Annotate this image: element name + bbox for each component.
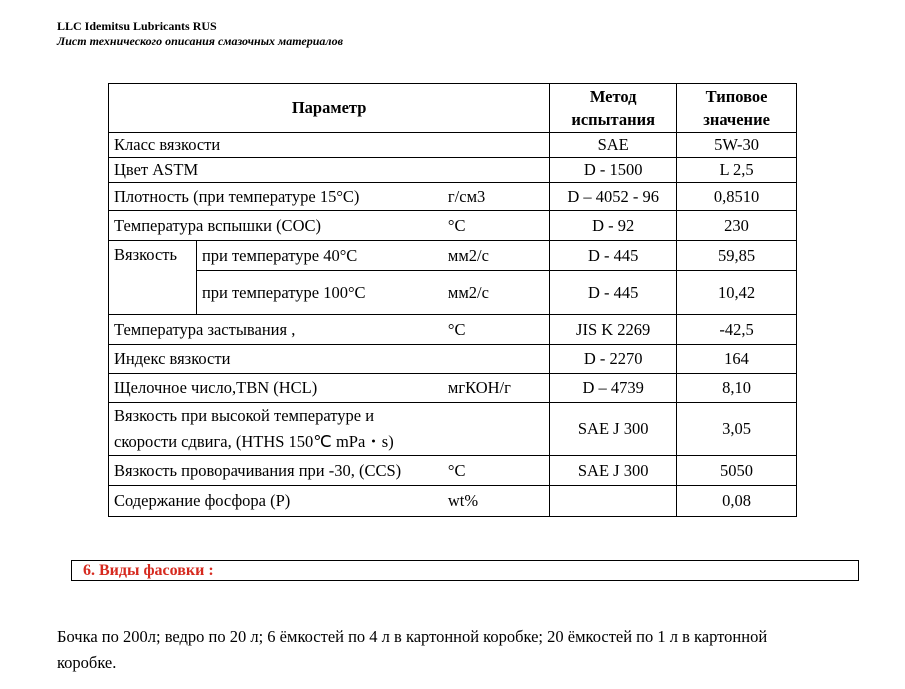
row-unit [443,403,550,456]
row-label: Плотность (при температуре 15°C) [109,183,443,211]
row-unit: wt% [443,486,550,517]
table-row [109,315,797,345]
row-method: D – 4052 - 96 [550,183,677,211]
row-value: 5050 [677,456,797,486]
row-unit: мм2/с [443,241,550,271]
table-row [109,486,797,517]
table-row [109,271,797,315]
document-subtitle: Лист технического описания смазочных материалов [57,34,343,48]
table-row [109,183,797,211]
row-label: Температура застывания , [109,315,443,345]
header-method: Метод испытания [550,84,677,133]
row-method: D - 2270 [550,345,677,374]
row-value: 164 [677,345,797,374]
row-method: D - 445 [550,271,677,315]
row-unit: °C [443,211,550,241]
hths-label-line2: скорости сдвига, (HTHS 150℃ mPa・s) [114,432,394,451]
table-row [109,374,797,403]
row-label: Класс вязкости [109,133,550,158]
table-row [109,456,797,486]
row-value: L 2,5 [677,158,797,183]
packaging-line1: Бочка по 200л; ведро по 20 л; 6 ёмкостей по 4 л в картонной коробке; 20 ёмкостей по 1 л в картонной [57,627,768,646]
table-row [109,345,797,374]
row-value: 5W-30 [677,133,797,158]
table-header-row [109,84,797,133]
row-label: Цвет ASTM [109,158,550,183]
row-method: D - 445 [550,241,677,271]
row-label-viscosity: Вязкость [109,241,197,315]
document-header [57,19,343,49]
row-label: Температура вспышки (COC) [109,211,443,241]
row-value: 230 [677,211,797,241]
spec-table [108,83,797,517]
row-value: 10,42 [677,271,797,315]
table-row [109,158,797,183]
table-row [109,211,797,241]
row-label-hths [109,403,443,456]
row-unit: мгКОН/г [443,374,550,403]
row-label: Индекс вязкости [109,345,443,374]
row-unit: °C [443,315,550,345]
row-label: Содержание фосфора (P) [109,486,443,517]
row-method: SAE J 300 [550,403,677,456]
row-value: -42,5 [677,315,797,345]
section-packaging-heading: 6. Виды фасовки : [71,560,859,581]
hths-label-line1: Вязкость при высокой температуре и [114,406,375,425]
table-row [109,241,797,271]
row-method [550,486,677,517]
row-label: Щелочное число,TBN (HCL) [109,374,443,403]
row-sublabel: при температуре 40°C [196,241,442,271]
row-method: D – 4739 [550,374,677,403]
header-value: Типовое значение [677,84,797,133]
header-param: Параметр [109,84,550,133]
row-value: 3,05 [677,403,797,456]
row-label: Вязкость проворачивания при -30, (CCS) [109,456,443,486]
row-value: 59,85 [677,241,797,271]
row-method: JIS K 2269 [550,315,677,345]
row-method: SAE J 300 [550,456,677,486]
row-value: 8,10 [677,374,797,403]
table-row [109,133,797,158]
table-row [109,403,797,456]
row-unit: °C [443,456,550,486]
row-unit: г/см3 [443,183,550,211]
packaging-line2: коробке. [57,653,117,672]
row-method: SAE [550,133,677,158]
row-value: 0,08 [677,486,797,517]
row-sublabel: при температуре 100°C [196,271,442,315]
row-unit: мм2/с [443,271,550,315]
row-method: D - 1500 [550,158,677,183]
company-name: LLC Idemitsu Lubricants RUS [57,19,217,33]
row-method: D - 92 [550,211,677,241]
row-unit [443,345,550,374]
packaging-description [57,624,857,676]
row-value: 0,8510 [677,183,797,211]
